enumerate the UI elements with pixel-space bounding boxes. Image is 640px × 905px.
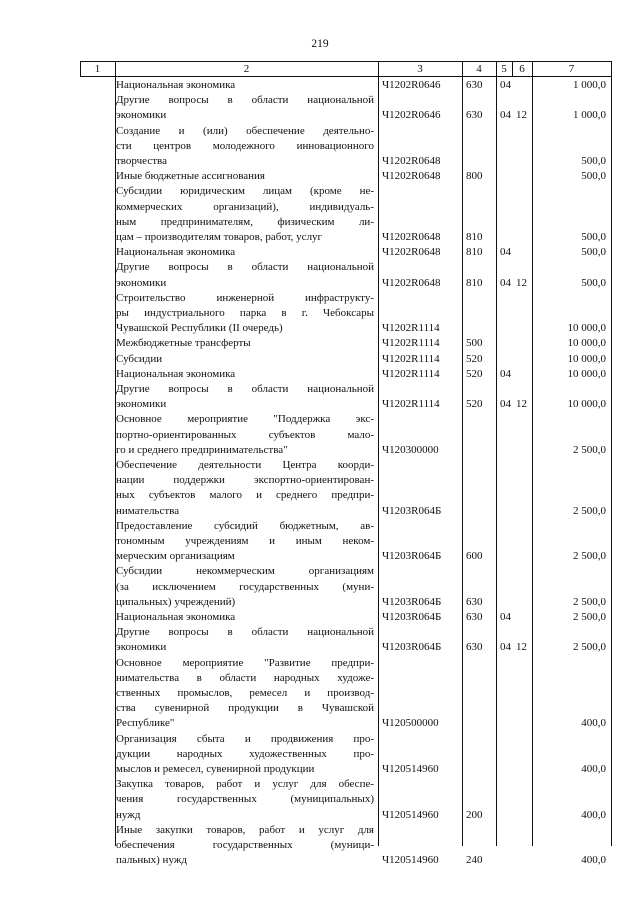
row-amount: 2 500,0 (573, 611, 606, 623)
table-row (0, 610, 640, 625)
row-section: 04 (500, 367, 511, 380)
row-description-line: нужд (116, 808, 141, 821)
row-description-line: нимательства (116, 504, 180, 517)
row-amount: 10 000,0 (567, 337, 606, 350)
header-col-1: 1 (94, 63, 101, 75)
row-description-line: Национальная экономика (116, 79, 236, 91)
row-code: Ч1202R0646 (382, 79, 441, 91)
row-description-line: ных субъектов малого и среднего предпри- (116, 489, 374, 502)
row-section: 04 (500, 611, 511, 623)
row-expense-type: 520 (466, 352, 483, 365)
row-description-line: портно-ориентированных субъектов мало- (116, 428, 374, 441)
table-row (0, 245, 640, 260)
row-amount: 10 000,0 (567, 322, 606, 335)
row-section: 04 (500, 109, 511, 122)
row-description-line: Межбюджетные трансферты (116, 337, 251, 350)
table-row (0, 352, 640, 367)
row-description-line: Другие вопросы в области национальной (116, 261, 374, 274)
row-description-line: Строительство инженерной инфраструкту- (116, 291, 374, 304)
row-amount: 2 500,0 (573, 443, 606, 456)
row-description-line: нации поддержки экспортно-ориентирован- (116, 474, 374, 487)
row-code: Ч1203R064Б (382, 641, 442, 654)
row-description-line: коммерческих организаций), индивидуаль- (116, 200, 374, 213)
table-row (0, 519, 640, 565)
row-description-line: Предоставление субсидий бюджетным, ав- (116, 519, 374, 532)
row-description-line: тономным учреждениям и иным неком- (116, 534, 374, 547)
row-description-line: Субсидии некоммерческим организациям (116, 565, 374, 578)
row-subsection: 12 (516, 641, 527, 654)
row-description-line: ципальных) учреждений) (116, 595, 236, 608)
row-amount: 400,0 (581, 717, 606, 730)
table-row (0, 458, 640, 519)
row-amount: 1 000,0 (573, 79, 606, 91)
row-amount: 400,0 (581, 854, 606, 867)
row-description-line: Основное мероприятие "Поддержка экс- (116, 413, 374, 426)
row-code: Ч1202R0648 (382, 276, 441, 289)
row-expense-type: 800 (466, 170, 483, 183)
row-amount: 500,0 (581, 170, 606, 183)
table-row (0, 625, 640, 655)
row-expense-type: 630 (466, 641, 483, 654)
row-subsection: 12 (516, 276, 527, 289)
row-amount: 2 500,0 (573, 550, 606, 563)
row-expense-type: 200 (466, 808, 483, 821)
row-code: Ч1203R064Б (382, 595, 442, 608)
row-description-line: Другие вопросы в области национальной (116, 626, 374, 639)
row-description-line: Организация сбыта и продвижения про- (116, 732, 374, 745)
row-expense-type: 520 (466, 367, 483, 380)
row-code: Ч1202R1114 (382, 367, 440, 380)
row-code: Ч1202R0648 (382, 230, 441, 243)
row-amount: 500,0 (581, 154, 606, 167)
row-description-line: обеспечения государственных (муници- (116, 838, 374, 851)
header-col-3: 3 (417, 63, 423, 75)
row-description-line: цам – производителям товаров, работ, услуг (116, 230, 323, 243)
row-description-line: нимательства в области народных художе- (116, 671, 374, 684)
table-row (0, 169, 640, 184)
row-description-line: пальных) нужд (116, 854, 188, 867)
row-code: Ч120514960 (382, 762, 439, 775)
table-row (0, 93, 640, 123)
row-amount: 400,0 (581, 762, 606, 775)
row-code: Ч1202R0646 (382, 109, 441, 122)
row-description-line: мерческим организациям (116, 550, 235, 563)
row-expense-type: 630 (466, 109, 483, 122)
table-row (0, 412, 640, 458)
row-code: Ч1203R064Б (382, 611, 442, 623)
row-expense-type: 810 (466, 276, 483, 289)
table-row (0, 656, 640, 732)
row-description-line: Основное мероприятие "Развитие предпри- (116, 656, 374, 669)
row-description-line: Создание и (или) обеспечение деятельно- (116, 124, 374, 137)
row-section: 04 (500, 246, 511, 259)
page-number: 219 (311, 38, 329, 50)
table-row (0, 777, 640, 823)
row-code: Ч1202R0648 (382, 170, 441, 183)
row-expense-type: 500 (466, 337, 483, 350)
row-amount: 2 500,0 (573, 595, 606, 608)
row-code: Ч120300000 (382, 443, 439, 456)
row-amount: 10 000,0 (567, 398, 606, 411)
row-description-line: Иные бюджетные ассигнования (116, 170, 265, 183)
row-description-line: сти центров молодежного инновационного (116, 139, 374, 152)
row-section: 04 (500, 398, 511, 411)
table-row (0, 823, 640, 869)
header-col-7: 7 (568, 63, 575, 75)
row-code: Ч1202R0648 (382, 246, 441, 259)
row-description-line: экономики (116, 398, 167, 411)
row-description-line: экономики (116, 109, 167, 122)
row-expense-type: 520 (466, 398, 483, 411)
row-description-line: Национальная экономика (116, 367, 236, 380)
row-code: Ч1203R064Б (382, 504, 442, 517)
row-code: Ч120514960 (382, 808, 439, 821)
row-description-line: Закупка товаров, работ и услуг для обеспе- (116, 778, 374, 791)
row-section: 04 (500, 276, 511, 289)
row-description-line: Субсидии юридическим лицам (кроме не- (116, 185, 374, 198)
row-description-line: чения государственных (муниципальных) (116, 793, 374, 806)
row-amount: 500,0 (581, 276, 606, 289)
row-description-line: Чувашской Республики (II очередь) (116, 322, 283, 335)
row-description-line: Другие вопросы в области национальной (116, 383, 374, 395)
row-description-line: Иные закупки товаров, работ и услуг для (116, 823, 374, 836)
table-row (0, 124, 640, 170)
table-row (0, 732, 640, 778)
table-row (0, 564, 640, 610)
row-description-line: экономики (116, 641, 167, 654)
row-description-line: (за исключением государственных (муни- (116, 580, 374, 593)
table-row (0, 382, 640, 412)
row-expense-type: 240 (466, 854, 483, 867)
row-amount: 10 000,0 (567, 367, 606, 380)
row-description-line: Обеспечение деятельности Центра коорди- (116, 459, 374, 471)
row-code: Ч1202R0648 (382, 154, 441, 167)
row-description-line: творчества (116, 154, 167, 167)
row-description-line: ным предпринимателям, физическим ли- (116, 215, 374, 228)
row-subsection: 12 (516, 398, 527, 411)
row-expense-type: 630 (466, 595, 483, 608)
row-description-line: экономики (116, 276, 167, 289)
row-amount: 500,0 (581, 246, 606, 259)
row-amount: 400,0 (581, 808, 606, 821)
row-description-line: Национальная экономика (116, 611, 236, 623)
row-description-line: ственных промыслов, ремесел и производ- (116, 686, 374, 699)
row-expense-type: 600 (466, 550, 483, 563)
header-col-5: 5 (501, 63, 507, 75)
row-description-line: го и среднего предпринимательства" (116, 443, 288, 456)
table-row (0, 260, 640, 290)
row-description-line: мыслов и ремесел, сувенирной продукции (116, 762, 315, 775)
row-amount: 500,0 (581, 230, 606, 243)
row-description-line: Другие вопросы в области национальной (116, 94, 374, 107)
row-expense-type: 810 (466, 246, 483, 259)
row-section: 04 (500, 641, 511, 654)
row-amount: 10 000,0 (567, 352, 606, 365)
row-expense-type: 810 (466, 230, 483, 243)
row-code: Ч1202R1114 (382, 322, 440, 335)
row-expense-type: 630 (466, 611, 483, 623)
row-code: Ч120514960 (382, 854, 439, 867)
table-row (0, 336, 640, 351)
row-code: Ч1202R1114 (382, 337, 440, 350)
row-amount: 2 500,0 (573, 641, 606, 654)
row-expense-type: 630 (466, 79, 483, 91)
row-description-line: ства сувенирной продукции в Чувашской (116, 702, 374, 715)
table-row (0, 184, 640, 245)
row-description-line: ры индустриального парка в г. Чебоксары (116, 306, 374, 319)
header-col-4: 4 (476, 63, 482, 75)
row-code: Ч1203R064Б (382, 550, 442, 563)
table-row (0, 291, 640, 337)
table-row (0, 367, 640, 382)
row-code: Ч1202R1114 (382, 398, 440, 411)
row-description-line: Национальная экономика (116, 246, 236, 259)
row-description-line: дукции народных художественных про- (116, 747, 374, 760)
header-col-2: 2 (243, 63, 250, 75)
row-amount: 1 000,0 (573, 109, 606, 122)
row-code: Ч1202R1114 (382, 352, 440, 365)
header-col-6: 6 (519, 63, 525, 75)
row-subsection: 12 (516, 109, 527, 122)
row-amount: 2 500,0 (573, 504, 606, 517)
row-code: Ч120500000 (382, 717, 439, 730)
row-description-line: Республике" (116, 717, 175, 730)
table-row (0, 78, 640, 93)
row-section: 04 (500, 79, 511, 91)
row-description-line: Субсидии (116, 352, 163, 365)
